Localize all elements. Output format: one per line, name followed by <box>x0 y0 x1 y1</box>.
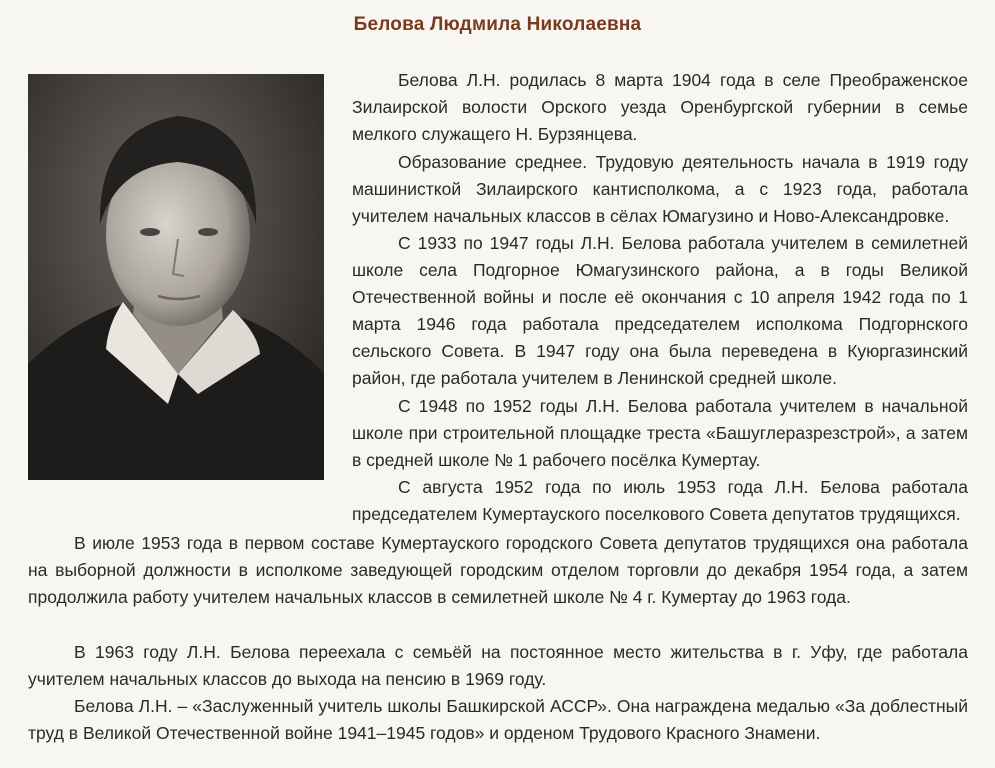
paragraph-education: Образование среднее. Трудовую деятельность начала в 1919 году машинисткой Зилаирского кантисполкома, а с 1923 года, работала учителем начальных классов в сёлах Юмагузино и Ново-Александровке. <box>352 152 968 227</box>
paragraph-career-1948: С 1948 по 1952 годы Л.Н. Белова работала учителем в начальной школе при строительной площадке треста «Башуглеразрезстрой», а затем в средней школе № 1 рабочего посёлка Кумертау. <box>352 396 968 471</box>
paragraph-career-1933: С 1933 по 1947 годы Л.Н. Белова работала учителем в семилетней школе села Подгорное Юмагузинского района, а в годы Великой Отечественной войны и после её окончания с 10 апреля 1942 года по 1 марта 1946 года работала председателем исполкома Подгорнского сельского Совета. В 1947 году она была переведена в Куюргазинский район, где работала учителем в Ленинской средней школе. <box>352 233 968 389</box>
paragraph-career-1952: С августа 1952 года по июль 1953 года Л.Н. Белова работала председателем Кумертауского поселкового Совета депутатов трудящихся. <box>352 477 968 525</box>
page-title: Белова Людмила Николаевна <box>353 14 642 35</box>
paragraph-awards: Белова Л.Н. – «Заслуженный учитель школы Башкирской АССР». Она награждена медалью «За доблестный труд в Великой Отечественной войне 1941–1945 годов» и орденом Трудового Красного Знамени. <box>28 696 968 744</box>
paragraph-career-1953: В июле 1953 года в первом составе Кумертауского городского Совета депутатов трудящихся она работала на выборной должности в исполкоме заведующей городским отделом торговли до декабря 1954 года, а затем продолжила работу учителем начальных классов в семилетней школе № 4 г. Кумертау до 1963 года. <box>28 533 968 608</box>
portrait-photo <box>28 74 324 480</box>
paragraph-birth: Белова Л.Н. родилась 8 марта 1904 года в селе Преображенское Зилаирской волости Орского уезда Оренбургской губернии в семье мелкого служащего Н. Бурзянцева. <box>352 70 968 145</box>
paragraph-move-ufa: В 1963 году Л.Н. Белова переехала с семьёй на постоянное место жительства в г. Уфу, где работала учителем начальных классов до выхода на пенсию в 1969 году. <box>28 642 968 690</box>
